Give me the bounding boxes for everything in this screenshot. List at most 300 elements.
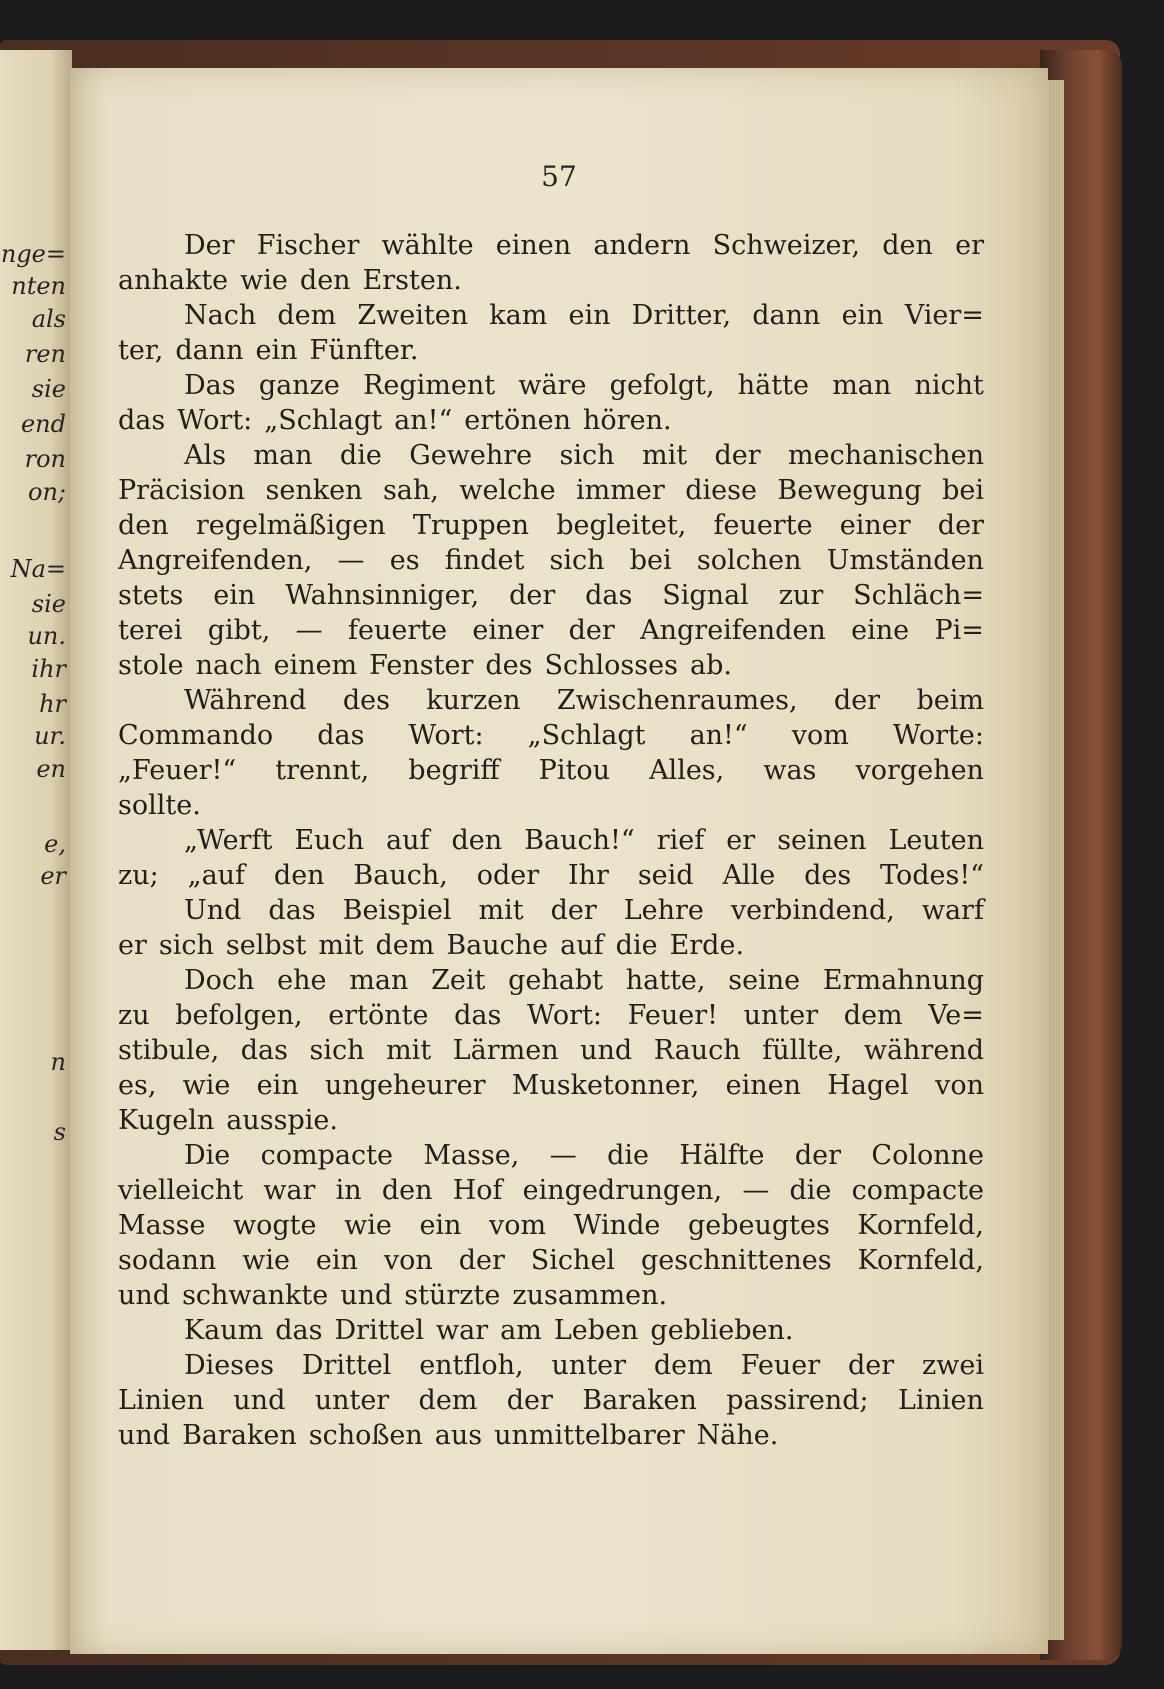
word: einem xyxy=(273,650,358,681)
word: unter xyxy=(551,1350,627,1381)
text-line xyxy=(118,1033,984,1068)
word: Kugeln xyxy=(118,1105,215,1136)
word: Masse xyxy=(118,1210,206,1241)
word: hätte xyxy=(737,370,809,401)
word: Fenster xyxy=(369,650,474,681)
word: Wort: xyxy=(177,405,253,436)
word: Kaum xyxy=(184,1315,264,1346)
word: Zeit xyxy=(431,965,486,996)
word: solchen xyxy=(696,545,802,576)
text-line xyxy=(118,263,984,298)
word: kurzen xyxy=(426,685,521,716)
word: Doch xyxy=(184,965,255,996)
word: mit xyxy=(318,930,364,961)
word: es, xyxy=(118,1070,157,1101)
word: Leben xyxy=(553,1315,639,1346)
word: einer xyxy=(472,615,544,646)
word: sah, xyxy=(382,475,439,506)
word: des xyxy=(804,860,852,891)
word: seine xyxy=(728,965,801,996)
word: Nähe. xyxy=(696,1420,779,1451)
word: Bauche xyxy=(446,930,549,961)
word: wogte xyxy=(233,1210,317,1241)
word: Worte: xyxy=(892,720,984,751)
word: und xyxy=(233,1385,286,1416)
word: vielleicht xyxy=(118,1175,244,1206)
text-line xyxy=(118,683,984,718)
text-line xyxy=(118,228,984,263)
word: Vier= xyxy=(904,300,984,331)
word: sich xyxy=(549,545,605,576)
word: Truppen xyxy=(412,510,530,541)
word: Fünfter. xyxy=(309,335,419,366)
word: der xyxy=(794,1140,842,1171)
text-line xyxy=(118,648,984,683)
word: Leuten xyxy=(888,825,984,856)
word: den xyxy=(118,510,169,541)
word: stets xyxy=(118,580,184,611)
word: Beispiel xyxy=(342,895,452,926)
word: verbindend, xyxy=(730,895,895,926)
word: begriff xyxy=(408,755,500,786)
word: dann xyxy=(175,335,244,366)
word: vom xyxy=(791,720,849,751)
word: senken xyxy=(265,475,363,506)
word: ab. xyxy=(689,650,732,681)
word: zur xyxy=(778,580,824,611)
word: dem xyxy=(418,1385,478,1416)
left-page-fragment: ren xyxy=(24,340,66,368)
word: der xyxy=(937,510,984,541)
word: des xyxy=(342,685,390,716)
left-page-fragment: sie xyxy=(31,590,66,618)
text-line xyxy=(118,508,984,543)
word: immer xyxy=(576,475,665,506)
text-line xyxy=(118,403,984,438)
word: seid xyxy=(637,860,694,891)
word: Regiment xyxy=(363,370,496,401)
left-page-fragment: sie xyxy=(31,375,66,403)
word: ehe xyxy=(277,965,327,996)
word: zu xyxy=(118,1000,150,1031)
text-line xyxy=(118,753,984,788)
word: zusammen. xyxy=(512,1280,668,1311)
word: Angreifenden xyxy=(640,615,826,646)
word: und xyxy=(118,1280,171,1311)
word: Der xyxy=(184,230,235,261)
word: mit xyxy=(641,440,688,471)
word: schoßen xyxy=(308,1420,423,1451)
left-page-fragment: ur. xyxy=(34,722,66,750)
word: Masse, xyxy=(423,1140,520,1171)
word: wäre xyxy=(518,370,587,401)
text-line xyxy=(118,963,984,998)
text-line xyxy=(118,1208,984,1243)
word: war xyxy=(436,1315,489,1346)
word: Lehre xyxy=(623,895,704,926)
word: mit xyxy=(386,1035,432,1066)
word: einen xyxy=(495,230,572,261)
word: das xyxy=(454,1000,502,1031)
word: kam xyxy=(489,300,548,331)
word: begleitet, xyxy=(556,510,687,541)
word: und xyxy=(580,1035,633,1066)
word: man xyxy=(253,440,313,471)
text-line xyxy=(118,823,984,858)
word: Todes!“ xyxy=(880,860,984,891)
left-page-fragment: ihr xyxy=(31,655,66,683)
word: Pitou xyxy=(538,755,610,786)
word: geschnittenes xyxy=(641,1245,832,1276)
text-line xyxy=(118,1173,984,1208)
word: Umständen xyxy=(826,545,984,576)
word: ter, xyxy=(118,335,164,366)
word: ganze xyxy=(258,370,340,401)
left-page-fragment: hr xyxy=(39,690,66,718)
word: ein xyxy=(315,1245,358,1276)
word: dem xyxy=(277,300,337,331)
word: den xyxy=(273,860,325,891)
word: terei xyxy=(118,615,183,646)
word: „auf xyxy=(187,860,246,891)
word: Commando xyxy=(118,720,274,751)
word: — xyxy=(742,1175,770,1206)
word: Bauch!“ xyxy=(524,825,635,856)
word: — xyxy=(337,545,365,576)
word: entfloh, xyxy=(419,1350,524,1381)
word: gebeugtes xyxy=(687,1210,830,1241)
word: Rauch xyxy=(653,1035,741,1066)
word: Kornfeld, xyxy=(857,1210,984,1241)
word: eine xyxy=(851,615,910,646)
left-page-fragment: end xyxy=(20,410,66,438)
word: diese xyxy=(685,475,757,506)
word: Zweiten xyxy=(357,300,469,331)
word: Musketonner, xyxy=(511,1070,700,1101)
word: am xyxy=(500,1315,542,1346)
word: wählte xyxy=(381,230,474,261)
word: von xyxy=(935,1070,984,1101)
word: Pi= xyxy=(934,615,984,646)
word: Angreifenden, xyxy=(118,545,313,576)
page-number: 57 xyxy=(541,160,577,193)
text-line xyxy=(118,368,984,403)
word: „Schlagt xyxy=(527,720,646,751)
word: Dritter, xyxy=(631,300,732,331)
word: Baraken xyxy=(582,1385,697,1416)
text-line xyxy=(118,893,984,928)
word: ertönte xyxy=(328,1000,429,1031)
word: befolgen, xyxy=(175,1000,303,1031)
word: vorgehen xyxy=(855,755,984,786)
word: „Feuer!“ xyxy=(118,755,237,786)
left-page xyxy=(0,50,72,1650)
word: man xyxy=(349,965,409,996)
word: Schweizer, xyxy=(712,230,861,261)
word: Wahnsinniger, xyxy=(285,580,480,611)
word: er xyxy=(118,930,147,961)
word: warf xyxy=(921,895,984,926)
word: stibule, xyxy=(118,1035,220,1066)
word: gibt, xyxy=(207,615,271,646)
word: feuerte xyxy=(347,615,448,646)
text-line xyxy=(118,718,984,753)
word: Gewehre xyxy=(409,440,533,471)
word: Präcision xyxy=(118,475,246,506)
word: den xyxy=(381,1175,433,1206)
word: die xyxy=(789,1175,832,1206)
word: Schlosses xyxy=(544,650,678,681)
word: welche xyxy=(459,475,556,506)
word: eingedrungen, xyxy=(522,1175,723,1206)
text-line xyxy=(118,1278,984,1313)
word: man xyxy=(832,370,892,401)
body-text xyxy=(118,228,984,1453)
word: und xyxy=(118,1420,171,1451)
word: nach xyxy=(195,650,262,681)
word: bei xyxy=(629,545,672,576)
text-line xyxy=(118,1103,984,1138)
word: dem xyxy=(375,930,435,961)
word: wie xyxy=(240,265,288,296)
word: wie xyxy=(242,1245,290,1276)
text-line xyxy=(118,1068,984,1103)
left-page-fragment: nge= xyxy=(0,240,66,268)
word: dem xyxy=(653,1350,713,1381)
word: compacte xyxy=(851,1175,984,1206)
text-line xyxy=(118,1383,984,1418)
word: hatte, xyxy=(625,965,706,996)
text-line xyxy=(118,928,984,963)
word: Wort: xyxy=(408,720,484,751)
word: wie xyxy=(182,1070,231,1101)
word: Und xyxy=(184,895,242,926)
word: compacte xyxy=(260,1140,393,1171)
left-page-fragment: s xyxy=(53,1118,66,1146)
text-line xyxy=(118,613,984,648)
word: Schläch= xyxy=(853,580,984,611)
word: sollte. xyxy=(118,790,201,821)
left-page-fragment: en xyxy=(36,755,66,783)
word: vom xyxy=(489,1210,547,1241)
word: einen xyxy=(725,1070,802,1101)
word: Nach xyxy=(184,300,257,331)
word: Bauch, xyxy=(353,860,448,891)
left-page-fragment: un. xyxy=(27,622,66,650)
text-line xyxy=(118,1243,984,1278)
word: Drittel xyxy=(334,1315,425,1346)
word: Hälfte xyxy=(679,1140,765,1171)
word: bei xyxy=(942,475,984,506)
word: der xyxy=(833,685,881,716)
word: Erde. xyxy=(669,930,745,961)
word: wie xyxy=(344,1210,392,1241)
word: unter xyxy=(314,1385,390,1416)
word: Bewegung xyxy=(777,475,922,506)
word: Die xyxy=(184,1140,231,1171)
word: und xyxy=(340,1280,393,1311)
text-line xyxy=(118,298,984,333)
word: der xyxy=(509,580,556,611)
word: trennt, xyxy=(275,755,370,786)
word: während xyxy=(863,1035,984,1066)
text-line xyxy=(118,858,984,893)
word: den xyxy=(299,265,351,296)
word: selbst xyxy=(225,930,307,961)
word: nicht xyxy=(914,370,984,401)
left-page-fragment: n xyxy=(50,1048,66,1076)
word: mit xyxy=(478,895,524,926)
word: an!“ xyxy=(394,405,453,436)
word: das xyxy=(275,1315,323,1346)
text-line xyxy=(118,473,984,508)
text-line xyxy=(118,438,984,473)
word: Euch xyxy=(294,825,364,856)
word: auf xyxy=(560,930,604,961)
word: den xyxy=(882,230,933,261)
word: des xyxy=(485,650,533,681)
word: gehabt xyxy=(508,965,603,996)
word: der xyxy=(848,1350,895,1381)
word: in xyxy=(335,1175,362,1206)
word: andern xyxy=(593,230,691,261)
word: sich xyxy=(158,930,214,961)
word: — xyxy=(549,1140,577,1171)
word: ein xyxy=(841,300,884,331)
right-page xyxy=(70,68,1048,1654)
word: rief xyxy=(656,825,705,856)
word: ein xyxy=(256,1070,299,1101)
text-line xyxy=(118,1348,984,1383)
word: ertönen xyxy=(464,405,572,436)
word: Linien xyxy=(897,1385,984,1416)
word: feuerte xyxy=(713,510,813,541)
word: Ihr xyxy=(568,860,609,891)
word: an!“ xyxy=(689,720,748,751)
word: anhakte xyxy=(118,265,229,296)
word: ein xyxy=(213,580,256,611)
word: Lärmen xyxy=(452,1035,559,1066)
word: ein xyxy=(255,335,298,366)
word: ein xyxy=(568,300,611,331)
word: einer xyxy=(839,510,911,541)
left-page-fragment: ron xyxy=(24,445,66,473)
word: ein xyxy=(419,1210,462,1241)
word: der xyxy=(568,615,615,646)
word: auf xyxy=(385,825,430,856)
word: ungeheurer xyxy=(324,1070,486,1101)
word: Baraken xyxy=(182,1420,297,1451)
word: Zwischenraumes, xyxy=(556,685,798,716)
word: die xyxy=(615,930,658,961)
word: er xyxy=(726,825,756,856)
word: Linien xyxy=(118,1385,204,1416)
word: — xyxy=(295,615,323,646)
word: Als xyxy=(184,440,226,471)
word: seinen xyxy=(777,825,867,856)
word: sich xyxy=(559,440,615,471)
word: das xyxy=(240,1035,288,1066)
word: das xyxy=(585,580,633,611)
word: mechanischen xyxy=(788,440,984,471)
word: Drittel xyxy=(301,1350,392,1381)
word: Ersten. xyxy=(362,265,462,296)
word: unmittelbarer xyxy=(494,1420,685,1451)
word: was xyxy=(763,755,817,786)
word: geblieben. xyxy=(650,1315,794,1346)
left-page-fragment: Na= xyxy=(10,555,66,583)
word: regelmäßigen xyxy=(195,510,386,541)
word: beim xyxy=(916,685,984,716)
word: er xyxy=(955,230,984,261)
word: das xyxy=(118,405,166,436)
text-line xyxy=(118,998,984,1033)
word: Ve= xyxy=(928,1000,984,1031)
word: sich xyxy=(309,1035,365,1066)
word: der xyxy=(550,895,597,926)
word: Colonne xyxy=(871,1140,984,1171)
word: stürzte xyxy=(404,1280,501,1311)
word: zu; xyxy=(118,860,159,891)
word: hören. xyxy=(583,405,672,436)
word: Kornfeld, xyxy=(857,1245,984,1276)
word: es xyxy=(389,545,420,576)
word: stole xyxy=(118,650,184,681)
left-page-fragment: on; xyxy=(28,478,66,506)
text-line xyxy=(118,333,984,368)
left-page-fragment: e, xyxy=(44,830,66,858)
word: die xyxy=(607,1140,650,1171)
word: das xyxy=(268,895,316,926)
text-line xyxy=(118,1418,984,1453)
word: der xyxy=(506,1385,553,1416)
word: Wort: xyxy=(526,1000,603,1031)
word: findet xyxy=(444,545,525,576)
word: passirend; xyxy=(726,1385,869,1416)
word: aus xyxy=(434,1420,483,1451)
word: die xyxy=(339,440,382,471)
word: Fischer xyxy=(256,230,360,261)
word: Feuer xyxy=(740,1350,821,1381)
word: oder xyxy=(476,860,540,891)
word: der xyxy=(458,1245,505,1276)
word: das xyxy=(317,720,365,751)
word: war xyxy=(263,1175,316,1206)
left-page-fragment: er xyxy=(40,862,66,890)
word: zwei xyxy=(922,1350,984,1381)
word: Dieses xyxy=(184,1350,274,1381)
word: gefolgt, xyxy=(609,370,715,401)
word: dem xyxy=(843,1000,903,1031)
word: Während xyxy=(184,685,307,716)
word: „Schlagt xyxy=(264,405,383,436)
word: den xyxy=(451,825,503,856)
text-line xyxy=(118,543,984,578)
word: der xyxy=(714,440,761,471)
word: „Werft xyxy=(184,825,273,856)
text-line xyxy=(118,1138,984,1173)
word: ausspie. xyxy=(226,1105,338,1136)
word: Feuer! xyxy=(627,1000,719,1031)
word: Alles, xyxy=(649,755,725,786)
word: füllte, xyxy=(762,1035,843,1066)
word: Sichel xyxy=(530,1245,616,1276)
word: Hagel xyxy=(827,1070,909,1101)
word: Alle xyxy=(722,860,776,891)
word: Winde xyxy=(573,1210,661,1241)
word: von xyxy=(383,1245,433,1276)
text-line xyxy=(118,578,984,613)
